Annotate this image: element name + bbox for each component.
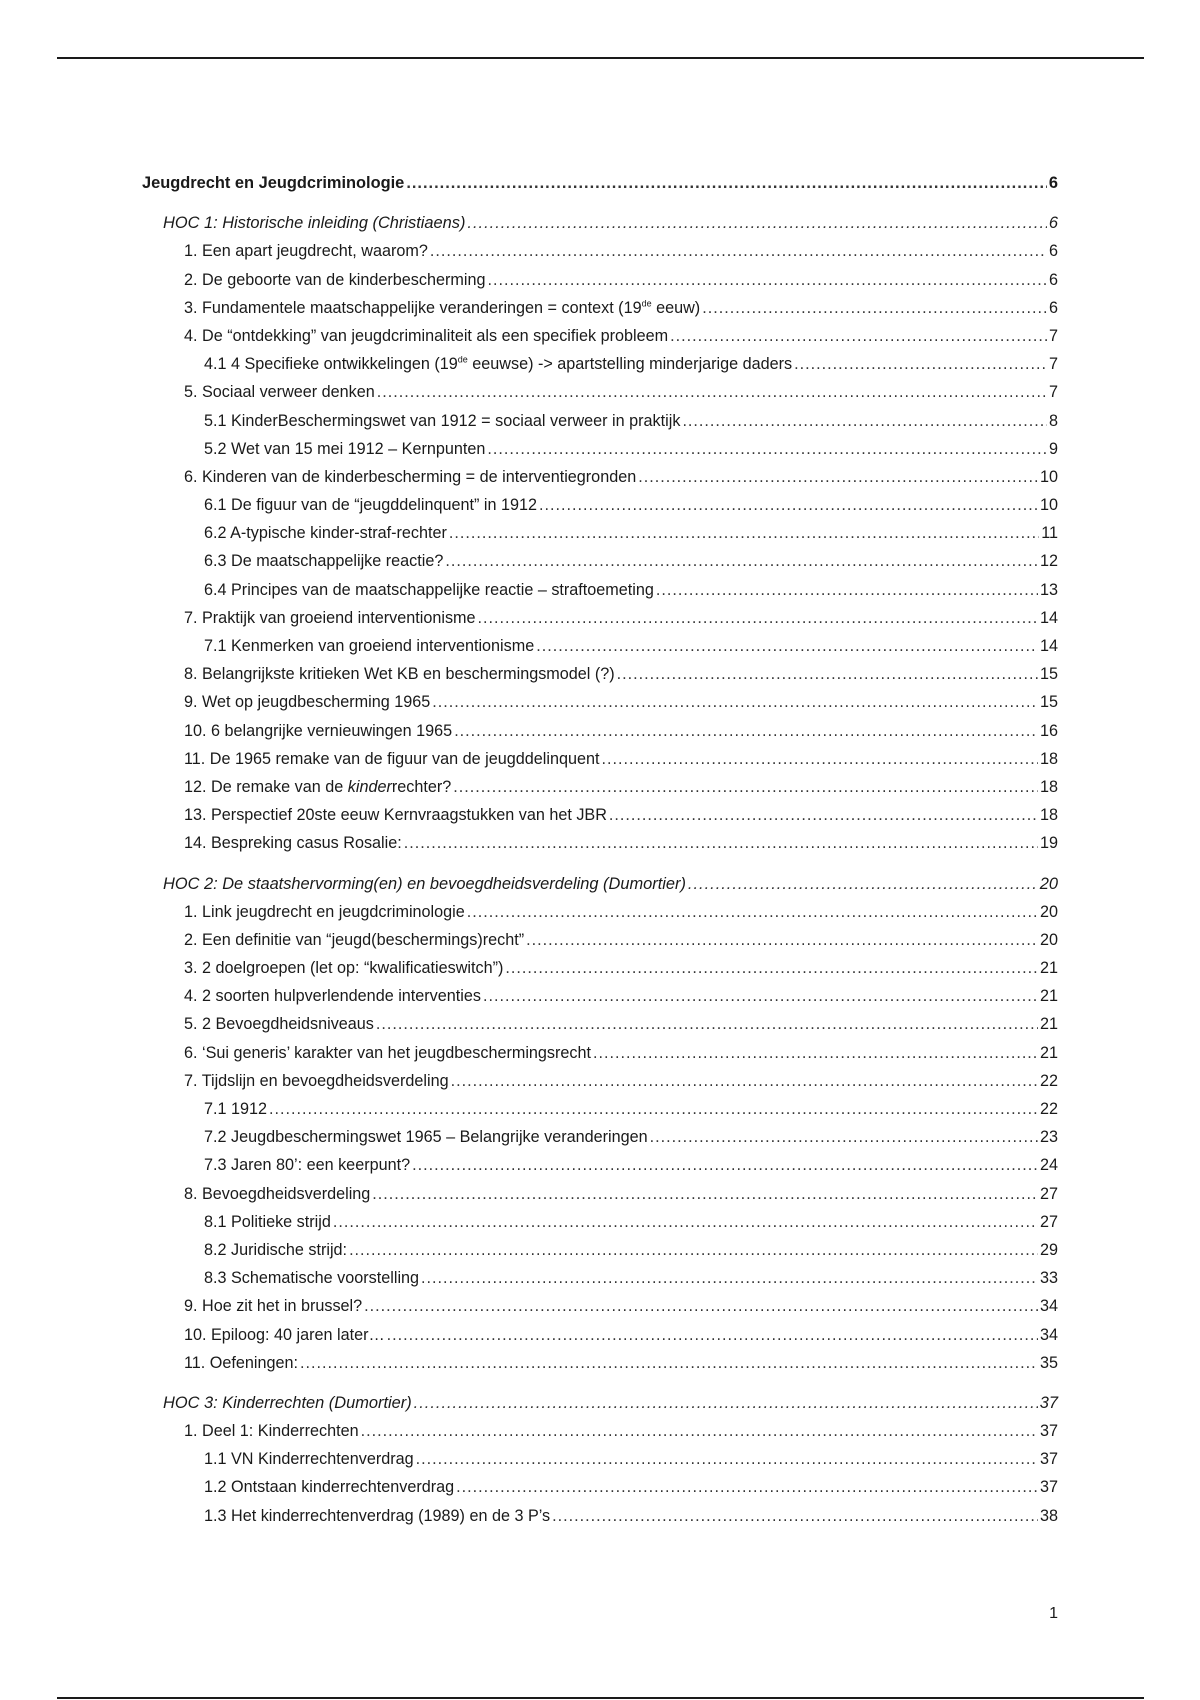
toc-page-number: 6 xyxy=(1048,214,1058,233)
toc-leader xyxy=(300,1349,1038,1377)
toc-page-number: 21 xyxy=(1039,1043,1058,1062)
toc-page-number: 37 xyxy=(1039,1450,1058,1469)
toc-entry-label: 8.3 Schematische voorstelling xyxy=(204,1269,420,1288)
footer-rule xyxy=(57,1697,1144,1699)
toc-leader xyxy=(487,435,1047,463)
toc-page-number: 21 xyxy=(1039,1015,1058,1034)
toc-leader xyxy=(430,237,1047,265)
toc-entry[interactable] xyxy=(142,1010,1058,1038)
toc-page-number: 37 xyxy=(1039,1422,1058,1441)
toc-leader xyxy=(349,1236,1038,1264)
toc-leader xyxy=(638,463,1038,491)
toc-entry[interactable] xyxy=(142,1095,1058,1123)
toc-entry-label: 5. Sociaal verweer denken xyxy=(184,383,375,402)
toc-leader xyxy=(432,688,1038,716)
toc-leader xyxy=(478,604,1038,632)
toc-leader xyxy=(483,982,1038,1010)
toc-page-number: 7 xyxy=(1048,326,1058,345)
toc-page-number: 11 xyxy=(1041,524,1058,543)
toc-page-number: 6 xyxy=(1048,242,1058,261)
toc-entry[interactable] xyxy=(142,1208,1058,1236)
toc-entry[interactable] xyxy=(142,801,1058,829)
toc-entry-label: 9. Wet op jeugdbescherming 1965 xyxy=(184,693,431,712)
toc-entry[interactable] xyxy=(142,898,1058,926)
toc-page-number: 19 xyxy=(1039,834,1058,853)
toc-leader xyxy=(451,1067,1038,1095)
toc-entry-label-part: eeuwse) -> apartstelling minderjarige daders xyxy=(467,355,793,374)
toc-entry-label: 7.1 1912 xyxy=(204,1100,268,1118)
toc-entry-label: 6.3 De maatschappelijke reactie? xyxy=(204,552,444,571)
toc-entry[interactable] xyxy=(142,604,1058,632)
toc-entry-emphasis: kinder xyxy=(347,777,392,796)
toc-entry-label: 2. Een definitie van “jeugd(beschermings)recht” xyxy=(184,930,525,949)
toc-leader xyxy=(794,350,1047,378)
toc-leader xyxy=(688,870,1038,898)
toc-entry-superscript: de xyxy=(457,354,468,365)
toc-entry-label: 1. Een apart jeugdrecht, waarom? xyxy=(184,242,428,261)
toc-entry[interactable] xyxy=(142,350,1058,378)
toc-entry[interactable] xyxy=(142,1264,1058,1292)
toc-page-number: 18 xyxy=(1039,749,1058,768)
toc-section-hoc3[interactable] xyxy=(142,1389,1058,1417)
toc-entry[interactable] xyxy=(142,1039,1058,1067)
toc-entry[interactable] xyxy=(142,407,1058,435)
toc-entry[interactable] xyxy=(142,982,1058,1010)
toc-entry-label: 7. Tijdslijn en bevoegdheidsverdeling xyxy=(184,1071,449,1090)
toc-section-label: HOC 3: Kinderrechten (Dumortier) xyxy=(163,1393,412,1412)
toc-entry[interactable] xyxy=(142,1123,1058,1151)
toc-entry[interactable] xyxy=(142,463,1058,491)
toc-page-number: 22 xyxy=(1039,1100,1058,1118)
toc-entry[interactable] xyxy=(142,519,1058,547)
toc-leader xyxy=(453,773,1038,801)
toc-leader xyxy=(416,1445,1038,1473)
toc-leader xyxy=(467,898,1038,926)
toc-entry-label: 11. Oefeningen: xyxy=(184,1353,298,1372)
toc-title[interactable] xyxy=(142,169,1058,197)
toc-leader xyxy=(526,926,1038,954)
toc-entry[interactable] xyxy=(142,926,1058,954)
toc-leader xyxy=(404,829,1038,857)
toc-entry-label: 14. Bespreking casus Rosalie: xyxy=(184,834,402,853)
toc-leader xyxy=(656,576,1038,604)
toc-page-number: 34 xyxy=(1039,1325,1058,1344)
toc-entry-label-part: rechter? xyxy=(391,777,452,796)
toc-entry[interactable] xyxy=(142,1151,1058,1179)
toc-entry-label: 8.2 Juridische strijd: xyxy=(204,1240,348,1259)
toc-leader xyxy=(505,954,1038,982)
toc-page-number: 14 xyxy=(1039,637,1058,655)
toc-entry[interactable] xyxy=(142,1417,1058,1445)
toc-page-number: 10 xyxy=(1039,496,1058,515)
toc-entry[interactable] xyxy=(142,378,1058,406)
page-number: 1 xyxy=(1049,1605,1058,1622)
toc-page-number: 20 xyxy=(1039,902,1058,921)
toc-section-label: HOC 1: Historische inleiding (Christiaens) xyxy=(163,214,466,233)
toc-leader xyxy=(406,169,1047,197)
toc-page-number: 27 xyxy=(1039,1184,1058,1203)
toc-page-number: 7 xyxy=(1048,355,1058,374)
toc-leader xyxy=(467,209,1046,237)
toc-leader xyxy=(387,1321,1038,1349)
toc-entry-label: 11. De 1965 remake van de figuur van de jeugddelinquent xyxy=(184,749,600,768)
toc-leader xyxy=(456,1473,1038,1501)
toc-leader xyxy=(361,1417,1038,1445)
toc-entry[interactable] xyxy=(142,1180,1058,1208)
toc-entry-label: 8.1 Politieke strijd xyxy=(204,1212,331,1231)
toc-entry[interactable] xyxy=(142,266,1058,294)
toc-leader xyxy=(617,660,1038,688)
toc-leader xyxy=(377,378,1047,406)
toc-entry-label: 9. Hoe zit het in brussel? xyxy=(184,1297,363,1316)
toc-page-number: 8 xyxy=(1048,411,1058,430)
toc-entry-label: 7.2 Jeugdbeschermingswet 1965 – Belangrijke veranderingen xyxy=(204,1128,648,1147)
toc-leader xyxy=(601,745,1038,773)
toc-entry[interactable] xyxy=(142,632,1058,660)
toc-entry-label-part: eeuw) xyxy=(651,298,701,317)
toc-entry-label: 3. 2 doelgroepen (let op: “kwalificatieswitch”) xyxy=(184,959,504,978)
toc-leader xyxy=(536,632,1038,660)
toc-entry[interactable] xyxy=(142,1349,1058,1377)
toc-leader xyxy=(372,1180,1038,1208)
toc-entry-label: 5.2 Wet van 15 mei 1912 – Kernpunten xyxy=(204,439,486,458)
toc-entry[interactable] xyxy=(142,829,1058,857)
toc-leader xyxy=(487,266,1047,294)
toc-leader xyxy=(539,491,1038,519)
toc-page-number: 37 xyxy=(1039,1393,1058,1412)
toc-entry-label: 7.3 Jaren 80’: een keerpunt? xyxy=(204,1156,411,1175)
toc-entry-label xyxy=(204,350,792,378)
toc-entry[interactable] xyxy=(142,954,1058,982)
toc-entry-label-part: 12. De remake van de xyxy=(184,777,348,796)
toc-leader xyxy=(445,547,1038,575)
toc-entry[interactable] xyxy=(142,660,1058,688)
toc-page-number: 29 xyxy=(1039,1240,1058,1259)
toc-entry-label-part: 3. Fundamentele maatschappelijke veranderingen = context (19 xyxy=(184,298,642,317)
toc-entry-label: 8. Belangrijkste kritieken Wet KB en beschermingsmodel (?) xyxy=(184,665,615,684)
toc-entry[interactable] xyxy=(142,294,1058,322)
toc-entry-label: 10. Epiloog: 40 jaren later… xyxy=(184,1325,385,1344)
toc-entry-label: 8. Bevoegdheidsverdeling xyxy=(184,1184,371,1203)
toc-title-label: Jeugdrecht en Jeugdcriminologie xyxy=(142,174,405,192)
toc-page-number: 20 xyxy=(1039,874,1058,893)
toc-entry[interactable] xyxy=(142,491,1058,519)
toc-page-number: 6 xyxy=(1048,174,1058,192)
toc-page-number: 34 xyxy=(1039,1297,1058,1316)
toc-page-number: 14 xyxy=(1039,608,1058,627)
toc-entry-superscript: de xyxy=(641,298,652,309)
toc-entry[interactable] xyxy=(142,717,1058,745)
table-of-contents xyxy=(142,169,1058,1530)
toc-entry[interactable] xyxy=(142,576,1058,604)
toc-page-number: 23 xyxy=(1039,1128,1058,1147)
toc-page-number: 27 xyxy=(1039,1212,1058,1231)
toc-entry-label: 6.2 A-typische kinder-straf-rechter xyxy=(204,524,447,543)
toc-leader xyxy=(421,1264,1038,1292)
toc-leader xyxy=(454,717,1038,745)
toc-entry-label: 1. Link jeugdrecht en jeugdcriminologie xyxy=(184,902,465,921)
toc-leader xyxy=(670,322,1047,350)
toc-entry[interactable] xyxy=(142,1236,1058,1264)
toc-page-number: 6 xyxy=(1048,270,1058,289)
toc-entry-label-part: 4.1 4 Specifieke ontwikkelingen (19 xyxy=(204,355,458,374)
toc-page-number: 20 xyxy=(1039,930,1058,949)
toc-section-hoc2[interactable] xyxy=(142,870,1058,898)
toc-page-number: 35 xyxy=(1039,1353,1058,1372)
toc-entry[interactable] xyxy=(142,237,1058,265)
toc-page-number: 15 xyxy=(1039,693,1058,712)
toc-entry-label xyxy=(184,773,451,801)
toc-entry-label: 4. 2 soorten hulpverlendende interventies xyxy=(184,987,481,1006)
toc-entry[interactable] xyxy=(142,1321,1058,1349)
toc-entry[interactable] xyxy=(142,322,1058,350)
toc-entry-label xyxy=(184,294,700,322)
toc-section-hoc1[interactable] xyxy=(142,209,1058,237)
toc-entry[interactable] xyxy=(142,435,1058,463)
toc-page-number: 15 xyxy=(1039,665,1058,684)
toc-leader xyxy=(650,1123,1038,1151)
toc-entry-label: 5.1 KinderBeschermingswet van 1912 = sociaal verweer in praktijk xyxy=(204,411,681,430)
toc-entry[interactable] xyxy=(142,547,1058,575)
toc-page-number: 12 xyxy=(1039,552,1058,571)
toc-entry-label: 4. De “ontdekking” van jeugdcriminaliteit als een specifiek probleem xyxy=(184,326,669,345)
toc-page-number: 37 xyxy=(1039,1478,1058,1497)
toc-entry[interactable] xyxy=(142,1473,1058,1501)
toc-page-number: 33 xyxy=(1039,1269,1058,1288)
header-rule xyxy=(57,57,1144,59)
toc-page-number: 24 xyxy=(1039,1156,1058,1175)
toc-section-label: HOC 2: De staatshervorming(en) en bevoegdheidsverdeling (Dumortier) xyxy=(163,874,686,893)
toc-page-number: 38 xyxy=(1039,1506,1058,1525)
toc-entry-label: 1.3 Het kinderrechtenverdrag (1989) en de 3 P’s xyxy=(204,1506,551,1525)
toc-entry-label: 5. 2 Bevoegdheidsniveaus xyxy=(184,1015,374,1034)
toc-page-number: 22 xyxy=(1039,1071,1058,1090)
toc-leader xyxy=(269,1095,1038,1123)
toc-entry[interactable] xyxy=(142,1502,1058,1530)
toc-leader xyxy=(552,1502,1038,1530)
toc-page-number: 10 xyxy=(1039,467,1058,486)
toc-page-number: 6 xyxy=(1048,298,1058,317)
toc-entry[interactable] xyxy=(142,745,1058,773)
toc-entry[interactable] xyxy=(142,1292,1058,1320)
toc-entry-label: 1. Deel 1: Kinderrechten xyxy=(184,1422,359,1441)
toc-entry-label: 1.1 VN Kinderrechtenverdrag xyxy=(204,1450,414,1469)
toc-entry-label: 1.2 Ontstaan kinderrechtenverdrag xyxy=(204,1478,455,1497)
toc-leader xyxy=(414,1389,1038,1417)
toc-entry-label: 7.1 Kenmerken van groeiend interventionisme xyxy=(204,637,535,655)
toc-leader xyxy=(449,519,1039,547)
toc-entry-label: 7. Praktijk van groeiend interventionisme xyxy=(184,608,476,627)
toc-entry-label: 6.1 De figuur van de “jeugddelinquent” in 1912 xyxy=(204,496,537,515)
toc-page-number: 9 xyxy=(1048,439,1058,458)
toc-leader xyxy=(682,407,1047,435)
toc-entry-label: 13. Perspectief 20ste eeuw Kernvraagstukken van het JBR xyxy=(184,806,607,825)
toc-leader xyxy=(593,1039,1038,1067)
toc-entry-label: 6. ‘Sui generis’ karakter van het jeugdbeschermingsrecht xyxy=(184,1043,592,1062)
toc-entry-label: 2. De geboorte van de kinderbescherming xyxy=(184,270,486,289)
toc-entry[interactable] xyxy=(142,773,1058,801)
toc-entry-label: 6. Kinderen van de kinderbescherming = de interventiegronden xyxy=(184,467,637,486)
toc-leader xyxy=(333,1208,1038,1236)
toc-entry[interactable] xyxy=(142,688,1058,716)
toc-leader xyxy=(376,1010,1038,1038)
toc-leader xyxy=(412,1151,1038,1179)
toc-page-number: 21 xyxy=(1039,959,1058,978)
toc-leader xyxy=(609,801,1038,829)
toc-page-number: 16 xyxy=(1039,721,1058,740)
toc-leader xyxy=(364,1292,1038,1320)
toc-page-number: 21 xyxy=(1039,987,1058,1006)
toc-entry[interactable] xyxy=(142,1445,1058,1473)
toc-page-number: 18 xyxy=(1039,777,1058,796)
toc-page-number: 7 xyxy=(1048,383,1058,402)
toc-entry-label: 6.4 Principes van de maatschappelijke reactie – straftoemeting xyxy=(204,580,654,599)
toc-leader xyxy=(702,294,1047,322)
toc-page-number: 13 xyxy=(1039,580,1058,599)
toc-entry-label: 10. 6 belangrijke vernieuwingen 1965 xyxy=(184,721,453,740)
toc-entry[interactable] xyxy=(142,1067,1058,1095)
toc-page-number: 18 xyxy=(1039,806,1058,825)
